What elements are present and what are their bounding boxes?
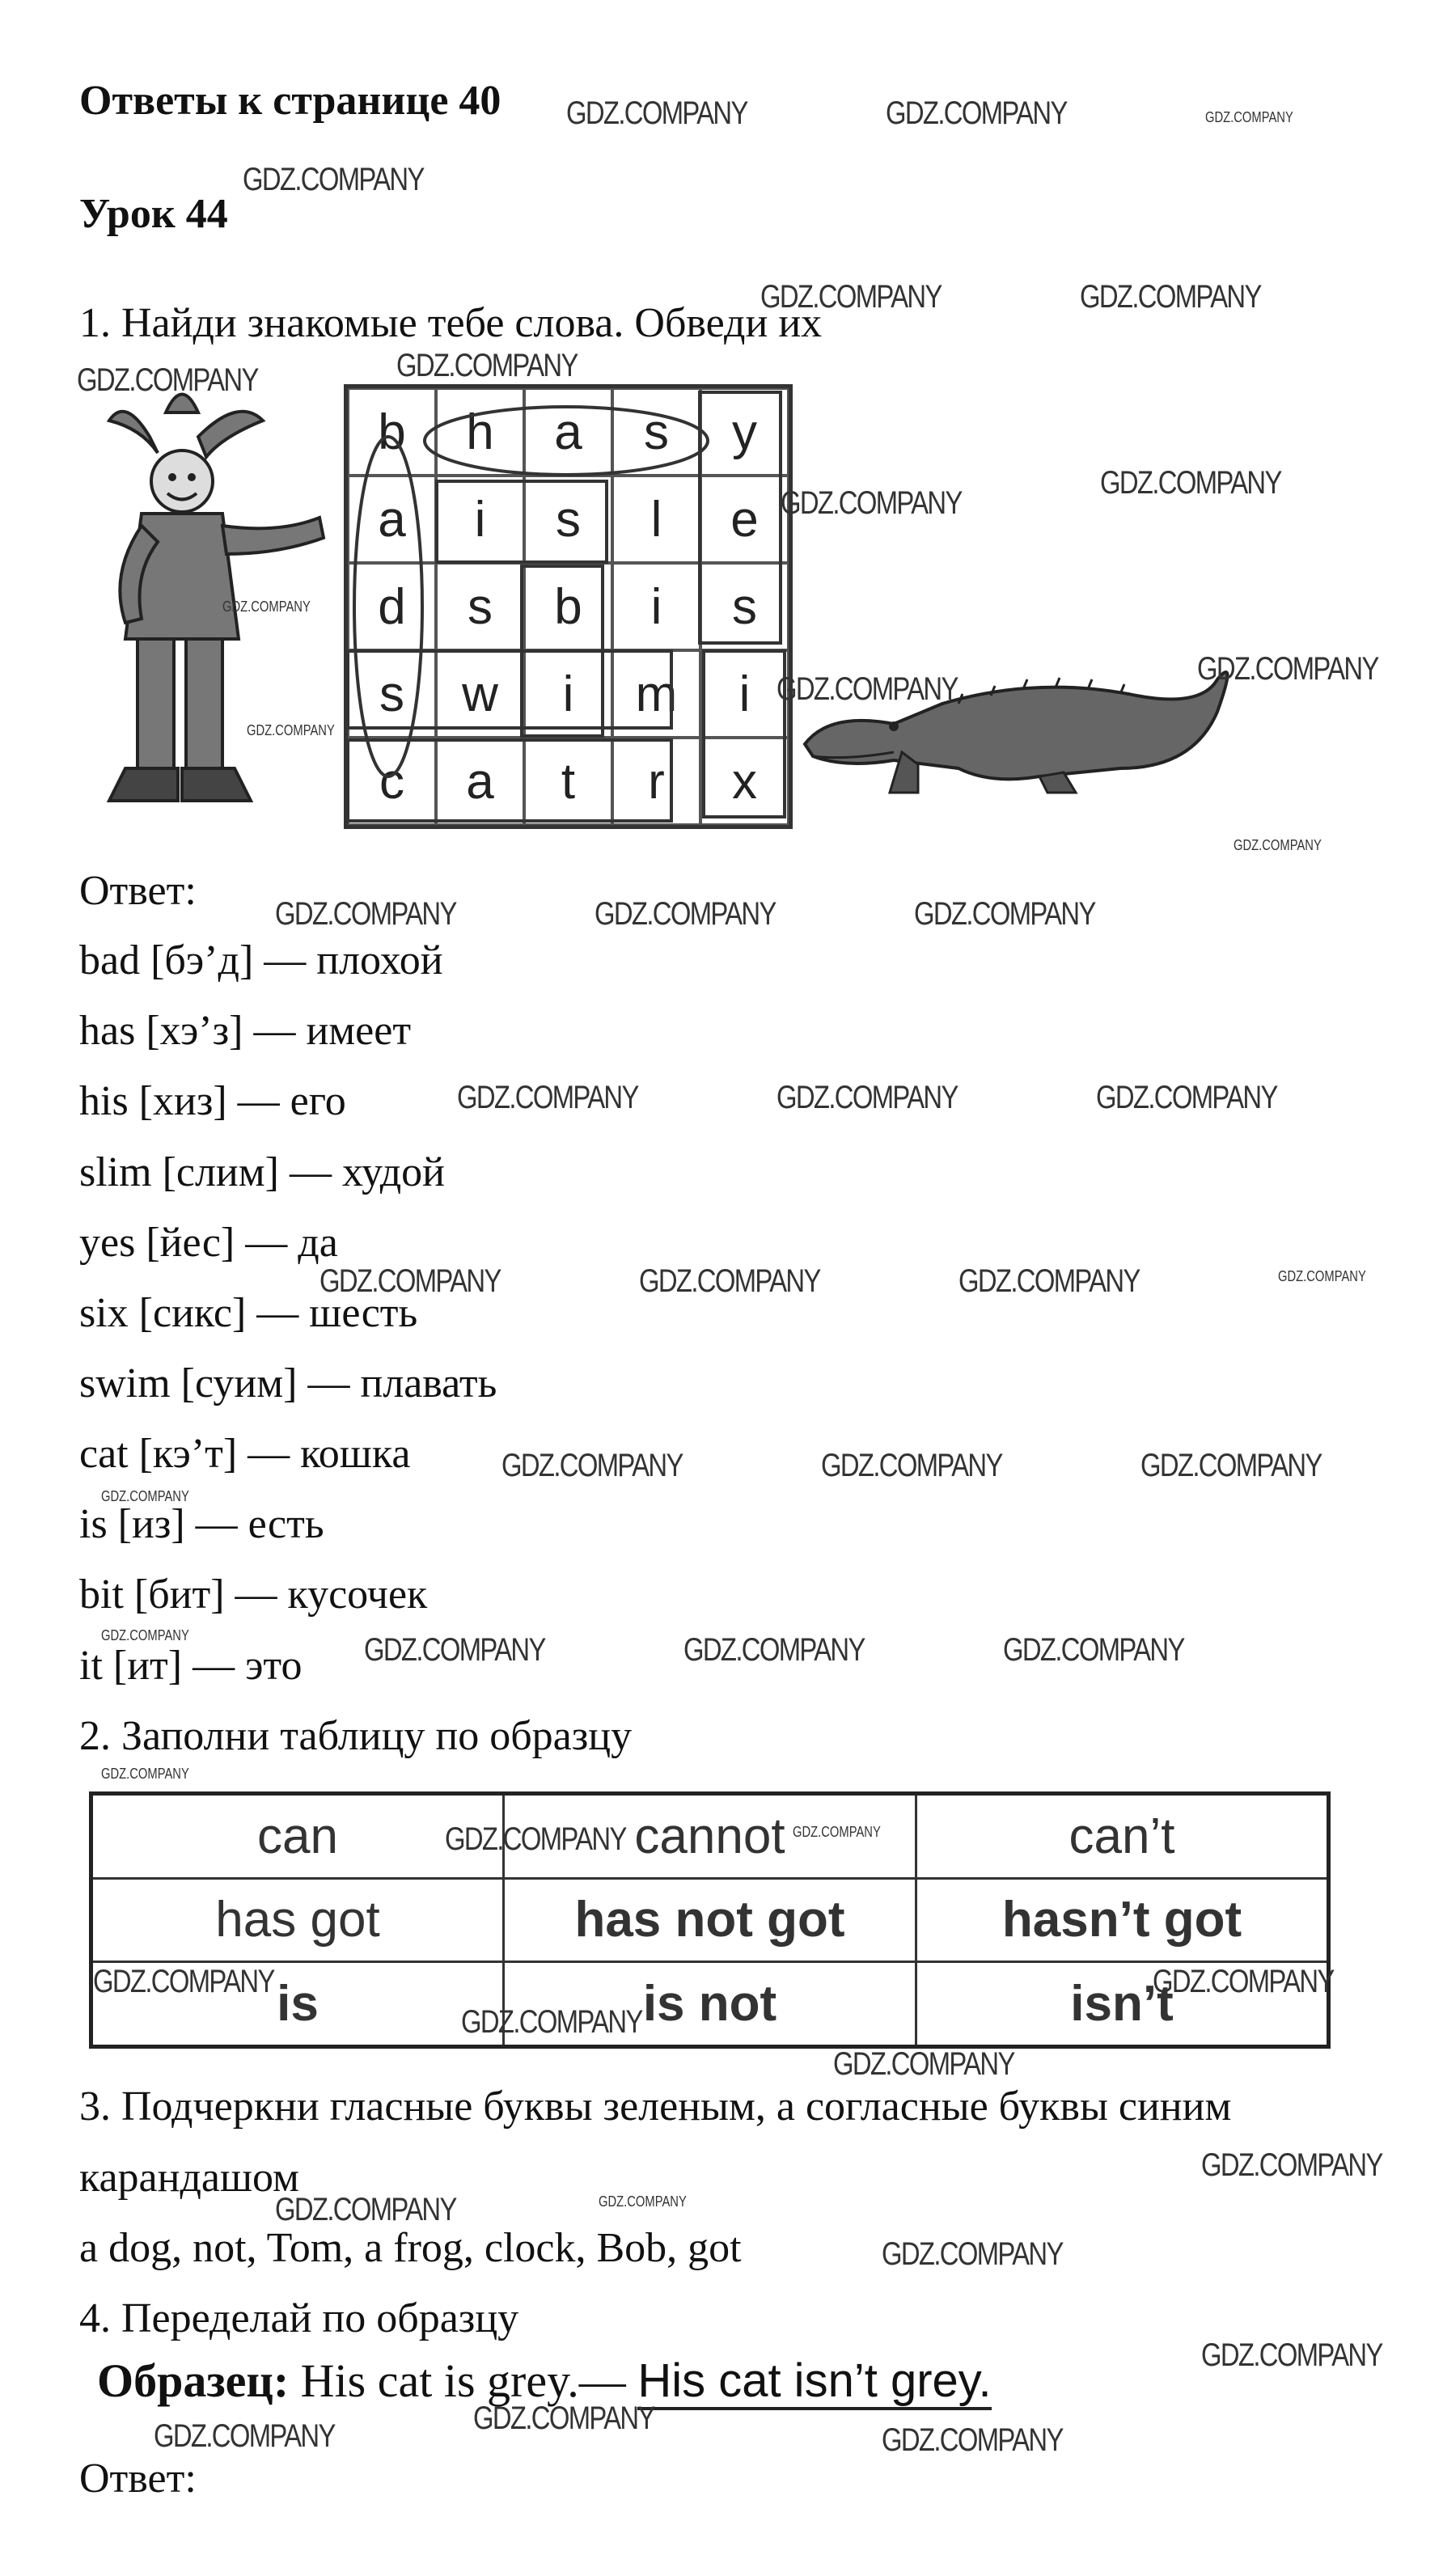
watermark: GDZ.COMPANY xyxy=(101,1766,189,1782)
table-cell: can’t xyxy=(916,1794,1329,1879)
watermark: GDZ.COMPANY xyxy=(886,95,1067,131)
answer-line: slim [слим] — худой xyxy=(79,1149,446,1195)
grid-cell: i xyxy=(524,650,612,738)
watermark: GDZ.COMPANY xyxy=(501,1448,683,1483)
watermark: GDZ.COMPANY xyxy=(777,1080,958,1115)
watermark: GDZ.COMPANY xyxy=(93,1964,274,1999)
table-row xyxy=(91,1794,1329,1879)
sample-label: Образец: xyxy=(97,2354,290,2407)
watermark: GDZ.COMPANY xyxy=(222,599,311,615)
watermark: GDZ.COMPANY xyxy=(445,1821,626,1857)
grid-cell: c xyxy=(348,738,436,825)
watermark: GDZ.COMPANY xyxy=(1234,837,1322,853)
answer-line: has [хэ’з] — имеет xyxy=(79,1008,412,1054)
grid-cell: i xyxy=(436,476,524,563)
task4-answer-label: Ответ: xyxy=(79,2455,197,2502)
task1-title: 1. Найди знакомые тебе слова. Обведи их xyxy=(79,300,823,346)
answer-line: it [ит] — это xyxy=(79,1643,303,1689)
answer-line: six [сикс] — шесть xyxy=(79,1290,418,1336)
grid-cell: s xyxy=(524,476,612,563)
watermark: GDZ.COMPANY xyxy=(1153,1964,1334,1999)
lesson-title: Урок 44 xyxy=(79,191,228,237)
answer-line: yes [йес] — да xyxy=(79,1220,338,1266)
grid-cell: h xyxy=(436,388,524,476)
answer-line: swim [суим] — плавать xyxy=(79,1360,497,1406)
answer-line: bit [бит] — кусочек xyxy=(79,1571,428,1618)
watermark: GDZ.COMPANY xyxy=(396,348,578,383)
watermark: GDZ.COMPANY xyxy=(364,1632,545,1668)
watermark: GDZ.COMPANY xyxy=(882,2236,1063,2272)
watermark: GDZ.COMPANY xyxy=(1205,109,1293,125)
grid-cell: l xyxy=(612,476,700,563)
table-cell: is not xyxy=(504,1962,916,2047)
grid-cell: y xyxy=(700,388,789,476)
watermark: GDZ.COMPANY xyxy=(247,722,335,738)
watermark: GDZ.COMPANY xyxy=(595,896,776,932)
watermark: GDZ.COMPANY xyxy=(599,2193,687,2210)
table-row xyxy=(91,1962,1329,2047)
grid-cell: a xyxy=(524,388,612,476)
task2-title: 2. Заполни таблицу по образцу xyxy=(79,1713,633,1759)
answer-line: is [из] — есть xyxy=(79,1501,324,1547)
watermark: GDZ.COMPANY xyxy=(777,671,958,707)
watermark: GDZ.COMPANY xyxy=(1100,465,1281,501)
watermark: GDZ.COMPANY xyxy=(154,2418,335,2454)
watermark: GDZ.COMPANY xyxy=(457,1080,638,1115)
grid-cell: s xyxy=(700,563,789,650)
box-swim xyxy=(348,651,671,728)
watermark: GDZ.COMPANY xyxy=(914,896,1095,932)
grid-cell: t xyxy=(524,738,612,825)
grid-cell: b xyxy=(348,388,436,476)
watermark: GDZ.COMPANY xyxy=(101,1627,189,1643)
answer-line: cat [кэ’т] — кошка xyxy=(79,1431,411,1477)
watermark: GDZ.COMPANY xyxy=(461,2004,642,2040)
table-cell: is xyxy=(91,1962,504,2047)
grid-cell: s xyxy=(612,388,700,476)
watermark: GDZ.COMPANY xyxy=(1197,651,1378,687)
watermark: GDZ.COMPANY xyxy=(683,1632,865,1668)
box-is xyxy=(437,481,607,562)
watermark: GDZ.COMPANY xyxy=(1080,279,1261,315)
answer-line: bad [бэ’д] — плохой xyxy=(79,937,443,983)
task3-text: a dog, not, Tom, a frog, clock, Bob, got xyxy=(79,2225,742,2271)
answer-line: his [хиз] — его xyxy=(79,1078,346,1124)
watermark: GDZ.COMPANY xyxy=(1201,2147,1382,2183)
table-cell: has not got xyxy=(504,1878,916,1961)
box-i xyxy=(704,651,785,817)
sample-text: His cat is grey.— xyxy=(300,2354,626,2407)
watermark: GDZ.COMPANY xyxy=(243,162,424,197)
watermark: GDZ.COMPANY xyxy=(275,896,456,932)
watermark: GDZ.COMPANY xyxy=(319,1263,501,1299)
grid-cell: b xyxy=(524,563,612,650)
table-cell: cannot xyxy=(504,1794,916,1879)
sample-answer: His cat isn’t grey. xyxy=(637,2354,991,2410)
table-cell: has got xyxy=(91,1878,504,1961)
table-cell: can xyxy=(91,1794,504,1879)
grid-cell: d xyxy=(348,563,436,650)
watermark: GDZ.COMPANY xyxy=(473,2400,654,2436)
word-circles xyxy=(344,384,793,829)
watermark: GDZ.COMPANY xyxy=(821,1448,1002,1483)
grid-cell: x xyxy=(700,738,789,825)
page-title: Ответы к странице 40 xyxy=(79,78,501,124)
grid-cell: a xyxy=(436,738,524,825)
grid-cell: m xyxy=(612,650,700,738)
grid-cell: r xyxy=(612,738,700,825)
watermark: GDZ.COMPANY xyxy=(1201,2337,1382,2373)
watermark: GDZ.COMPANY xyxy=(781,485,962,521)
watermark: GDZ.COMPANY xyxy=(833,2046,1014,2082)
box-yes xyxy=(700,392,781,643)
watermark: GDZ.COMPANY xyxy=(882,2422,1063,2458)
watermark: GDZ.COMPANY xyxy=(1096,1080,1277,1115)
table-cell: isn’t xyxy=(916,1962,1329,2047)
watermark: GDZ.COMPANY xyxy=(793,1824,881,1840)
grid-cell: s xyxy=(436,563,524,650)
task3-title-line2: карандашом xyxy=(79,2155,299,2201)
grid-cell: s xyxy=(348,650,436,738)
watermark: GDZ.COMPANY xyxy=(958,1263,1140,1299)
watermark: GDZ.COMPANY xyxy=(1278,1268,1366,1284)
watermark: GDZ.COMPANY xyxy=(566,95,747,131)
table-row xyxy=(91,1878,1329,1961)
watermark: GDZ.COMPANY xyxy=(101,1488,189,1504)
watermark: GDZ.COMPANY xyxy=(1003,1632,1184,1668)
crocodile-illustration xyxy=(797,647,1238,797)
grid-cell: e xyxy=(700,476,789,563)
grid-cell: i xyxy=(612,563,700,650)
verb-forms-table xyxy=(89,1791,1331,2049)
watermark: GDZ.COMPANY xyxy=(1140,1448,1322,1483)
watermark: GDZ.COMPANY xyxy=(639,1263,820,1299)
watermark: GDZ.COMPANY xyxy=(77,362,258,398)
grid-cell: a xyxy=(348,476,436,563)
grid-cell: w xyxy=(436,650,524,738)
grid-cell: i xyxy=(700,650,789,738)
task4-title: 4. Переделай по образцу xyxy=(79,2295,519,2341)
watermark: GDZ.COMPANY xyxy=(275,2192,456,2227)
box-cat xyxy=(348,740,671,821)
circle-has xyxy=(425,407,708,475)
table-cell: hasn’t got xyxy=(916,1878,1329,1961)
watermark: GDZ.COMPANY xyxy=(760,279,942,315)
task3-title-line1: 3. Подчеркни гласные буквы зеленым, а согласные буквы синим xyxy=(79,2083,1232,2130)
task1-answer-label: Ответ: xyxy=(79,868,197,914)
circle-bad xyxy=(354,437,422,776)
sample-line xyxy=(97,2354,992,2408)
